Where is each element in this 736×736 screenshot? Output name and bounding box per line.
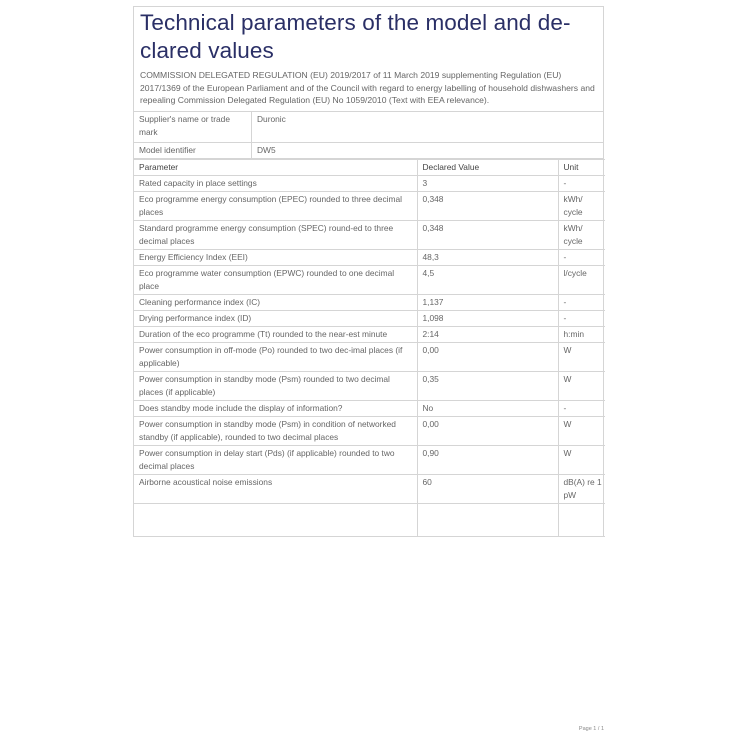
- unit-cell: -: [558, 310, 605, 326]
- parameter-cell: Energy Efficiency Index (EEI): [134, 249, 417, 265]
- unit-cell: dB(A) re 1 pW: [558, 474, 605, 503]
- parameter-cell: Rated capacity in place settings: [134, 175, 417, 191]
- declared-value-cell: 1,137: [417, 294, 558, 310]
- table-row: [134, 326, 605, 342]
- parameter-cell: Duration of the eco programme (Tt) rounded to the near-est minute: [134, 326, 417, 342]
- declared-value-cell: 1,098: [417, 310, 558, 326]
- supplier-row: [134, 111, 603, 142]
- declared-value-cell: 0,348: [417, 220, 558, 249]
- header-unit: Unit: [558, 159, 605, 175]
- table-row: [134, 310, 605, 326]
- table-row: [134, 249, 605, 265]
- table-header-row: [134, 159, 605, 175]
- declared-value-cell: 0,00: [417, 342, 558, 371]
- unit-cell: W: [558, 371, 605, 400]
- model-row: [134, 142, 603, 158]
- declared-value-cell: 48,3: [417, 249, 558, 265]
- page-title: Technical parameters of the model and de-clared values: [140, 10, 571, 63]
- supplier-table: [134, 111, 603, 159]
- parameter-cell: Power consumption in delay start (Pds) (if applicable) rounded to two decimal places: [134, 445, 417, 474]
- parameters-table: [134, 159, 605, 537]
- unit-cell: l/cycle: [558, 265, 605, 294]
- model-identifier-label: Model identifier: [134, 142, 252, 158]
- parameter-rows: [134, 175, 605, 503]
- unit-cell: -: [558, 175, 605, 191]
- table-row: [134, 445, 605, 474]
- parameter-cell: Power consumption in off-mode (Po) rounded to two dec-imal places (if applicable): [134, 342, 417, 371]
- header-parameter: Parameter: [134, 159, 417, 175]
- parameter-cell: Cleaning performance index (IC): [134, 294, 417, 310]
- unit-cell: W: [558, 416, 605, 445]
- table-row: [134, 294, 605, 310]
- declared-value-cell: 2:14: [417, 326, 558, 342]
- supplier-name-label: Supplier's name or trade mark: [134, 111, 252, 142]
- page-number: Page 1 / 1: [578, 726, 604, 732]
- empty-row: [134, 503, 605, 536]
- declared-value-cell: 0,348: [417, 191, 558, 220]
- unit-cell: -: [558, 249, 605, 265]
- parameter-cell: Airborne acoustical noise emissions: [134, 474, 417, 503]
- model-identifier-value: DW5: [252, 142, 604, 158]
- supplier-name-value: Duronic: [252, 111, 604, 142]
- declared-value-cell: 60: [417, 474, 558, 503]
- unit-cell: W: [558, 342, 605, 371]
- parameter-cell: Eco programme water consumption (EPWC) rounded to one decimal place: [134, 265, 417, 294]
- unit-cell: h:min: [558, 326, 605, 342]
- parameter-cell: Power consumption in standby mode (Psm) rounded to two decimal places (if applicable): [134, 371, 417, 400]
- regulation-intro: COMMISSION DELEGATED REGULATION (EU) 2019/2017 of 11 March 2019 supplementing Regulation (EU) 2017/1369 of the European Parliament and of the Council with regard to energy labelling of household dishwashers and repealing Commission Delegated Regulation (EU) No 1059/2010 (Text with EEA relevance).: [140, 70, 595, 106]
- declared-value-cell: 4,5: [417, 265, 558, 294]
- unit-cell: -: [558, 400, 605, 416]
- table-row: [134, 416, 605, 445]
- table-row: [134, 265, 605, 294]
- parameter-cell: Drying performance index (ID): [134, 310, 417, 326]
- declared-value-cell: 3: [417, 175, 558, 191]
- parameter-cell: Does standby mode include the display of information?: [134, 400, 417, 416]
- table-row: [134, 191, 605, 220]
- unit-cell: W: [558, 445, 605, 474]
- declared-value-cell: 0,35: [417, 371, 558, 400]
- table-row: [134, 220, 605, 249]
- declared-value-cell: No: [417, 400, 558, 416]
- declared-value-cell: 0,00: [417, 416, 558, 445]
- unit-cell: kWh/ cycle: [558, 220, 605, 249]
- parameter-cell: Eco programme energy consumption (EPEC) rounded to three decimal places: [134, 191, 417, 220]
- declared-value-cell: 0,90: [417, 445, 558, 474]
- table-row: [134, 342, 605, 371]
- table-row: [134, 400, 605, 416]
- parameter-cell: Standard programme energy consumption (SPEC) round-ed to three decimal places: [134, 220, 417, 249]
- document-page: [133, 6, 604, 537]
- unit-cell: -: [558, 294, 605, 310]
- table-row: [134, 175, 605, 191]
- table-row: [134, 474, 605, 503]
- parameter-cell: Power consumption in standby mode (Psm) in condition of networked standby (if applicable), rounded to two decimal places: [134, 416, 417, 445]
- unit-cell: kWh/ cycle: [558, 191, 605, 220]
- table-row: [134, 371, 605, 400]
- header-declared-value: Declared Value: [417, 159, 558, 175]
